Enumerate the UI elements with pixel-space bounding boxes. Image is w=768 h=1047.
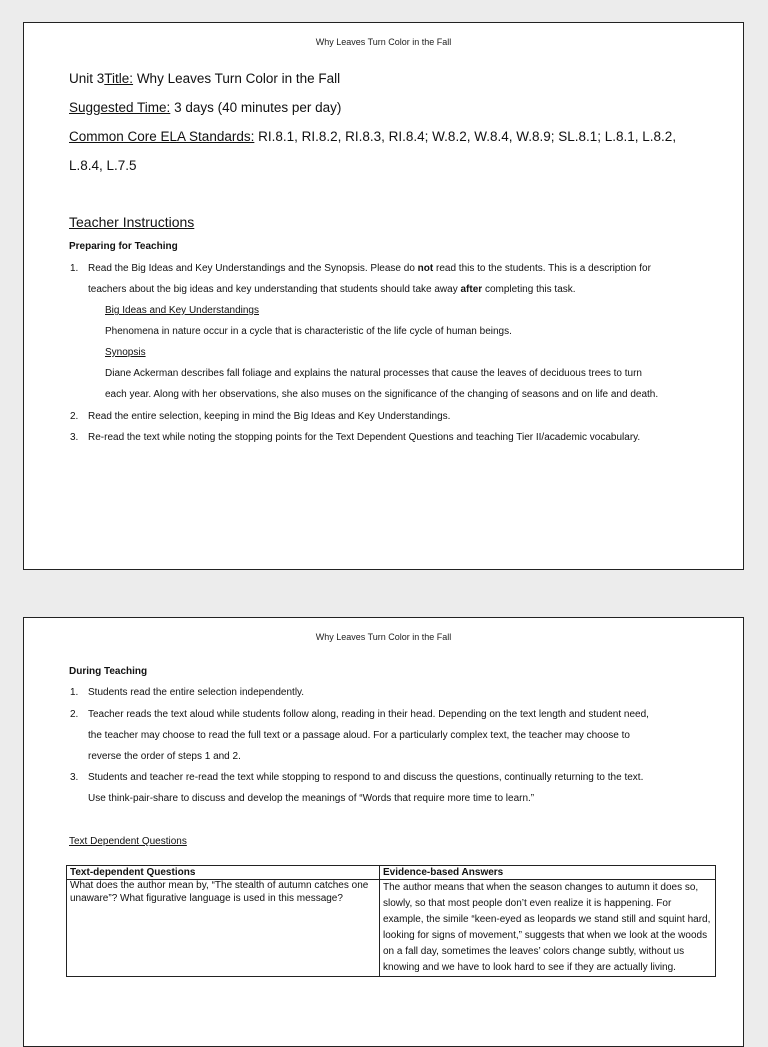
list-item-3-continued: Use think-pair-share to discuss and develop the meanings of “Words that require more time to learn.”: [88, 793, 535, 804]
standards-value: RI.8.1, RI.8.2, RI.8.3, RI.8.4; W.8.2, W.8.4, W.8.9; SL.8.1; L.8.1, L.8.2,: [258, 129, 677, 144]
column-header: Text-dependent Questions: [67, 866, 380, 880]
suggested-time-label: Suggested Time:: [69, 100, 171, 115]
emphasis-after: after: [460, 284, 483, 295]
unit-title-line: [69, 71, 340, 86]
teacher-instructions-heading: Teacher Instructions: [69, 214, 195, 230]
text-span: teachers about the big ideas and key understanding that students should take away: [88, 284, 461, 295]
synopsis-heading: Synopsis: [105, 347, 146, 358]
preparing-heading: Preparing for Teaching: [69, 241, 178, 252]
standards-value-continued: L.8.4, L.7.5: [69, 158, 137, 173]
standards-line: [69, 129, 676, 144]
questions-table: [66, 865, 716, 977]
title-label: Title:: [104, 71, 134, 86]
suggested-time-value: 3 days (40 minutes per day): [174, 100, 342, 115]
suggested-time-line: [69, 100, 341, 115]
list-number: 3.: [70, 432, 79, 443]
answer-cell: The author means that when the season changes to autumn it does so, slowly, so that most people don’t even realize it is happening. For example, the simile “keen-eyed as leopards we stand still and squint hard, looking for signs of movement,” suggests that when we look at the woods on a fall day, sometimes the leaves’ colors change subtly, without us knowing and we have to look hard to see if they are actually living.: [380, 880, 716, 977]
text-span: Read the Big Ideas and Key Understandings and the Synopsis. Please do: [88, 263, 418, 274]
list-item-1: [88, 263, 651, 274]
standards-label: Common Core ELA Standards:: [69, 129, 255, 144]
document-page-1: [23, 22, 744, 570]
list-item-2: Teacher reads the text aloud while students follow along, reading in their head. Depending on the text length and student need,: [88, 709, 649, 720]
list-item-1-continued: [88, 284, 576, 295]
column-header: Evidence-based Answers: [380, 866, 716, 880]
page-header: Why Leaves Turn Color in the Fall: [315, 632, 452, 642]
synopsis-text: Diane Ackerman describes fall foliage and explains the natural processes that cause the leaves of deciduous trees to turn: [105, 368, 642, 379]
during-teaching-heading: During Teaching: [69, 666, 148, 677]
list-item-3: Students and teacher re-read the text while stopping to respond to and discuss the questions, continually returning to the text.: [88, 772, 644, 783]
list-number: 2.: [70, 411, 79, 422]
synopsis-text-continued: each year. Along with her observations, she also muses on the significance of the changing of seasons and on life and death.: [105, 389, 659, 400]
page-header: Why Leaves Turn Color in the Fall: [315, 37, 452, 47]
emphasis-not: not: [417, 263, 434, 274]
unit-label: Unit 3: [69, 71, 105, 86]
list-number: 1.: [70, 263, 79, 274]
list-item-2-continued: the teacher may choose to read the full text or a passage aloud. For a particularly complex text, the teacher may choose to: [88, 730, 630, 741]
question-cell: What does the author mean by, “The stealth of autumn catches one unaware”? What figurative language is used in this message?: [67, 880, 380, 977]
list-number: 2.: [70, 709, 79, 720]
list-item-2: Read the entire selection, keeping in mind the Big Ideas and Key Understandings.: [88, 411, 451, 422]
big-ideas-heading: Big Ideas and Key Understandings: [105, 305, 259, 316]
list-item-3: Re-read the text while noting the stopping points for the Text Dependent Questions and teaching Tier II/academic vocabulary.: [88, 432, 641, 443]
text-span: read this to the students. This is a description for: [433, 263, 651, 274]
document-page-2: [23, 617, 744, 1047]
list-item-1: Students read the entire selection independently.: [88, 687, 305, 698]
title-value: Why Leaves Turn Color in the Fall: [136, 71, 341, 86]
text-dependent-questions-heading: Text Dependent Questions: [69, 836, 187, 847]
list-number: 1.: [70, 687, 79, 698]
text-span: completing this task.: [482, 284, 576, 295]
list-item-2-continued: reverse the order of steps 1 and 2.: [88, 751, 241, 762]
table-row: [67, 880, 716, 977]
table-header-row: [67, 866, 716, 880]
big-ideas-text: Phenomena in nature occur in a cycle that is characteristic of the life cycle of human beings.: [105, 326, 512, 337]
list-number: 3.: [70, 772, 79, 783]
